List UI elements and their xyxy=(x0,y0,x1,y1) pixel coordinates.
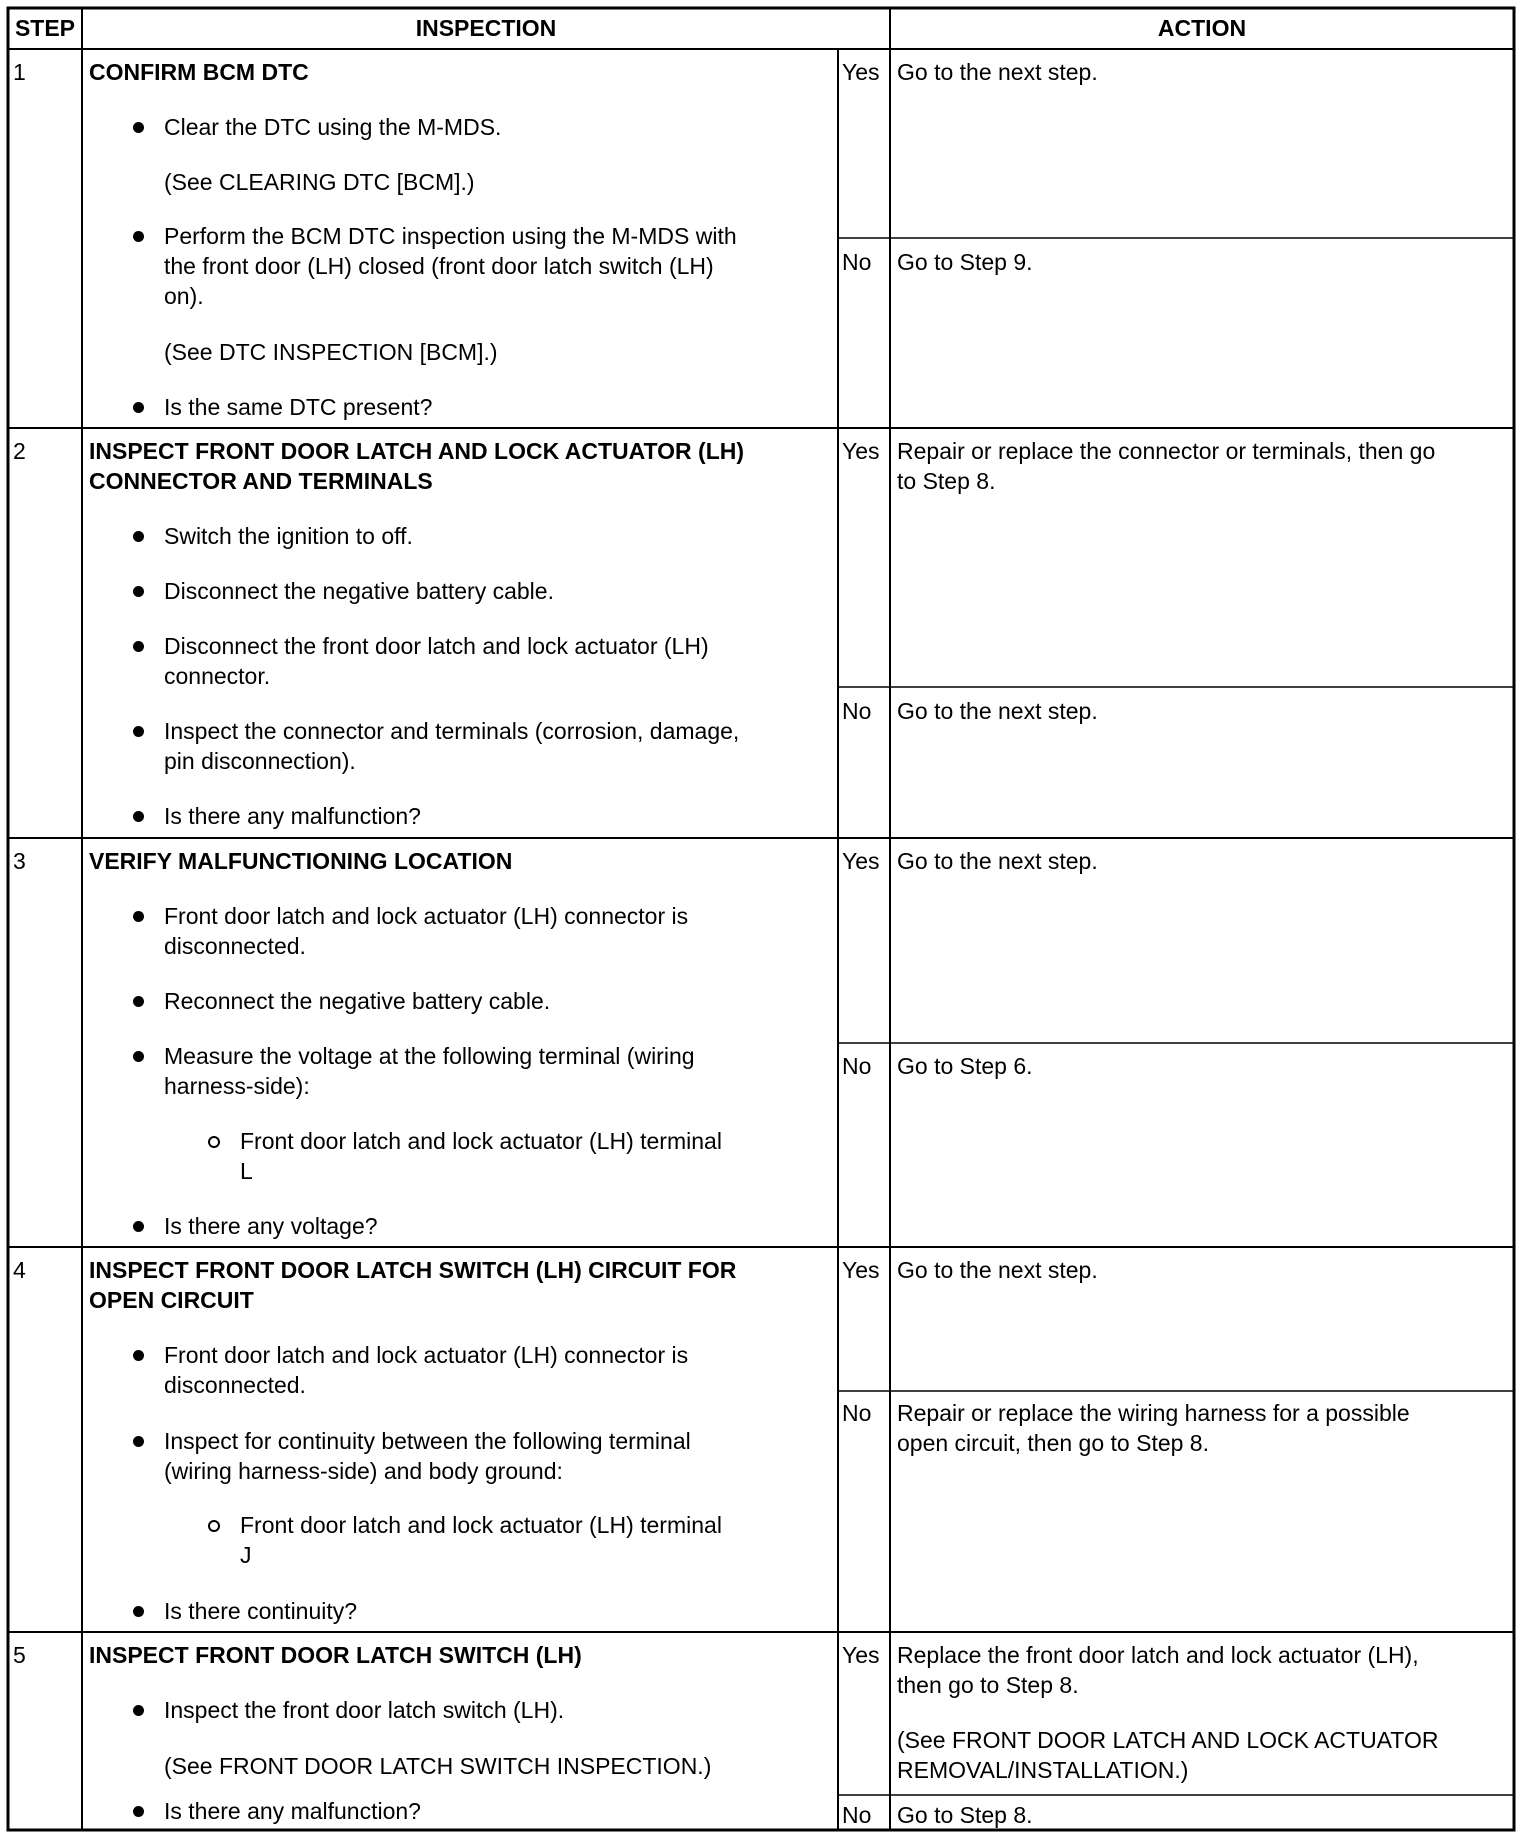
yes-action: Go to the next step. xyxy=(897,1257,1098,1283)
inspection-sub-item: Front door latch and lock actuator (LH) terminal xyxy=(240,1128,722,1154)
header-inspection: INSPECTION xyxy=(415,15,557,41)
header-action: ACTION xyxy=(1157,15,1247,41)
yes-action-note: (See FRONT DOOR LATCH AND LOCK ACTUATOR xyxy=(897,1727,1439,1753)
yes-label: Yes xyxy=(842,1257,880,1283)
sub-bullet-icon xyxy=(208,1136,220,1148)
yes-action: Replace the front door latch and lock actuator (LH), xyxy=(897,1642,1419,1668)
no-label: No xyxy=(842,1400,872,1426)
yes-action: Go to the next step. xyxy=(897,59,1098,85)
inspection-sub-item: L xyxy=(240,1158,253,1184)
inspection-item: connector. xyxy=(164,663,271,689)
inspection-item: the front door (LH) closed (front door latch switch (LH) xyxy=(164,253,714,279)
inspection-note: (See FRONT DOOR LATCH SWITCH INSPECTION.) xyxy=(164,1753,712,1779)
step-title: VERIFY MALFUNCTIONING LOCATION xyxy=(89,848,513,874)
no-action: Go to the next step. xyxy=(897,698,1098,724)
step-title: OPEN CIRCUIT xyxy=(89,1287,254,1313)
bullet-icon xyxy=(133,811,144,822)
bullet-icon xyxy=(133,911,144,922)
bullet-icon xyxy=(133,996,144,1007)
no-action: Go to Step 9. xyxy=(897,249,1033,275)
inspection-item: Is there any malfunction? xyxy=(164,803,421,829)
bullet-icon xyxy=(133,531,144,542)
no-label: No xyxy=(842,249,872,275)
inspection-note: (See CLEARING DTC [BCM].) xyxy=(164,169,475,195)
step-number: 4 xyxy=(13,1257,26,1283)
inspection-sub-item: Front door latch and lock actuator (LH) terminal xyxy=(240,1512,722,1538)
inspection-item: Front door latch and lock actuator (LH) connector is xyxy=(164,1342,689,1368)
inspection-item: Disconnect the negative battery cable. xyxy=(164,578,554,604)
step-number: 3 xyxy=(13,848,26,874)
yes-label: Yes xyxy=(842,848,880,874)
inspection-item: Is there any malfunction? xyxy=(164,1798,421,1824)
no-label: No xyxy=(842,1802,872,1828)
no-action: open circuit, then go to Step 8. xyxy=(897,1430,1209,1456)
yes-label: Yes xyxy=(842,59,880,85)
bullet-icon xyxy=(133,402,144,413)
inspection-item: harness-side): xyxy=(164,1073,310,1099)
no-action: Repair or replace the wiring harness for a possible xyxy=(897,1400,1410,1426)
bullet-icon xyxy=(133,641,144,652)
inspection-item: Reconnect the negative battery cable. xyxy=(164,988,551,1014)
inspection-sub-item: J xyxy=(240,1542,252,1568)
inspection-item: Clear the DTC using the M-MDS. xyxy=(164,114,502,140)
yes-action-note: REMOVAL/INSTALLATION.) xyxy=(897,1757,1189,1783)
no-label: No xyxy=(842,1053,872,1079)
no-action: Go to Step 6. xyxy=(897,1053,1033,1079)
inspection-item: Is there any voltage? xyxy=(164,1213,378,1239)
no-action: Go to Step 8. xyxy=(897,1802,1033,1828)
inspection-item: (wiring harness-side) and body ground: xyxy=(164,1458,563,1484)
step-number: 5 xyxy=(13,1642,26,1668)
step-title: INSPECT FRONT DOOR LATCH SWITCH (LH) CIRCUIT FOR xyxy=(89,1257,737,1283)
step-title: INSPECT FRONT DOOR LATCH AND LOCK ACTUATOR (LH) xyxy=(89,438,745,464)
yes-action: then go to Step 8. xyxy=(897,1672,1079,1698)
bullet-icon xyxy=(133,1806,144,1817)
inspection-item: Switch the ignition to off. xyxy=(164,523,413,549)
inspection-item: Perform the BCM DTC inspection using the M-MDS with xyxy=(164,223,737,249)
inspection-item: pin disconnection). xyxy=(164,748,356,774)
inspection-item: Measure the voltage at the following terminal (wiring xyxy=(164,1043,695,1069)
bullet-icon xyxy=(133,122,144,133)
yes-label: Yes xyxy=(842,1642,880,1668)
bullet-icon xyxy=(133,726,144,737)
sub-bullet-icon xyxy=(208,1520,220,1532)
header-step: STEP xyxy=(14,15,76,41)
bullet-icon xyxy=(133,586,144,597)
inspection-item: disconnected. xyxy=(164,1372,306,1398)
step-number: 1 xyxy=(13,59,26,85)
inspection-item: Is there continuity? xyxy=(164,1598,358,1624)
bullet-icon xyxy=(133,1051,144,1062)
inspection-item: Inspect the connector and terminals (corrosion, damage, xyxy=(164,718,740,744)
bullet-icon xyxy=(133,1350,144,1361)
step-number: 2 xyxy=(13,438,26,464)
inspection-item: Is the same DTC present? xyxy=(164,394,433,420)
inspection-note: (See DTC INSPECTION [BCM].) xyxy=(164,339,498,365)
inspection-item: Front door latch and lock actuator (LH) connector is xyxy=(164,903,689,929)
bullet-icon xyxy=(133,1436,144,1447)
bullet-icon xyxy=(133,1221,144,1232)
step-title: INSPECT FRONT DOOR LATCH SWITCH (LH) xyxy=(89,1642,582,1668)
bullet-icon xyxy=(133,1705,144,1716)
inspection-item: Disconnect the front door latch and lock actuator (LH) xyxy=(164,633,709,659)
yes-action: Go to the next step. xyxy=(897,848,1098,874)
yes-action: Repair or replace the connector or terminals, then go xyxy=(897,438,1436,464)
inspection-item: Inspect the front door latch switch (LH). xyxy=(164,1697,565,1723)
bullet-icon xyxy=(133,1606,144,1617)
yes-action: to Step 8. xyxy=(897,468,996,494)
yes-label: Yes xyxy=(842,438,880,464)
inspection-item: Inspect for continuity between the following terminal xyxy=(164,1428,691,1454)
inspection-item: disconnected. xyxy=(164,933,306,959)
step-title: CONNECTOR AND TERMINALS xyxy=(89,468,433,494)
bullet-icon xyxy=(133,231,144,242)
inspection-item: on). xyxy=(164,283,204,309)
step-title: CONFIRM BCM DTC xyxy=(89,59,309,85)
no-label: No xyxy=(842,698,872,724)
